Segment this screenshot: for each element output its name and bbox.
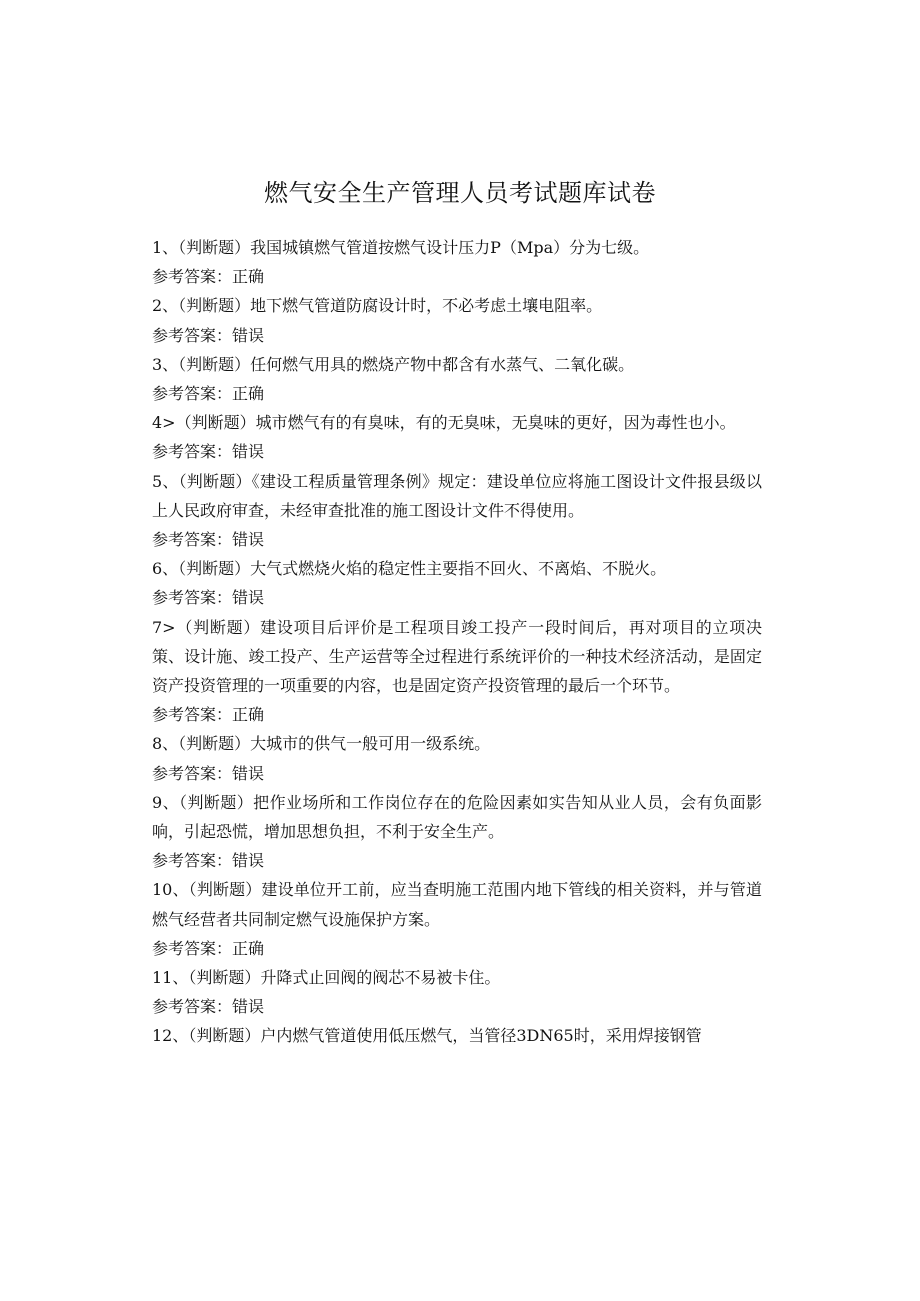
question-item [152,408,762,466]
question-item [152,467,762,555]
answer-text: 参考答案：错误 [152,997,265,1017]
question-item [152,875,762,963]
question-item [152,291,762,349]
question-text: 6、（判断题）大气式燃烧火焰的稳定性主要指不回火、不离焰、不脱火。 [152,559,667,579]
answer-text: 参考答案：正确 [152,938,265,958]
question-text: 2、（判断题）地下燃气管道防腐设计时，不必考虑土壤电阻率。 [152,296,603,316]
question-text: 8、（判断题）大城市的供气一般可用一级系统。 [152,734,491,754]
question-text: 5、（判断题）《建设工程质量管理条例》规定：建设单位应将施工图设计文件报县级以上人民政府审查，未经审查批准的施工图设计文件不得使用。 [152,471,762,520]
answer-text: 参考答案：错误 [152,325,265,345]
answer-text: 参考答案：错误 [152,442,265,462]
question-text: 9、（判断题）把作业场所和工作岗位存在的危险因素如实告知从业人员，会有负面影响，引起恐慌，增加思想负担，不利于安全生产。 [152,792,762,842]
answer-text: 参考答案：正确 [152,384,265,404]
question-item [152,233,762,291]
question-item [152,788,762,876]
question-item [152,963,762,1021]
question-text: 7>（判断题）建设项目后评价是工程项目竣工投产一段时间后，再对项目的立项决策、设计施、竣工投产、生产运营等全过程进行系统评价的一种技术经济活动，是固定资产投资管理的一项重要的内容，也是固定资产投资管理的最后一个环节。 [152,617,762,696]
question-item [152,613,762,730]
question-text: 3、（判断题）任何燃气用具的燃烧产物中都含有水蒸气、二氧化碳。 [152,354,635,374]
question-text: 11、（判断题）升降式止回阀的阀芯不易被卡住。 [152,968,501,988]
question-item [152,350,762,408]
answer-text: 参考答案：错误 [152,763,265,783]
question-text: 12、（判断题）户内燃气管道使用低压燃气，当管径3DN65时，采用焊接钢管 [152,1026,702,1046]
answer-text: 参考答案：错误 [152,851,265,871]
question-list [152,233,762,1051]
question-text: 1、（判断题）我国城镇燃气管道按燃气设计压力P（Mpa）分为七级。 [152,238,650,257]
question-item [152,1021,762,1050]
question-text: 10、（判断题）建设单位开工前，应当查明施工范围内地下管线的相关资料，并与管道燃气经营者共同制定燃气设施保护方案。 [152,880,762,929]
question-text: 4>（判断题）城市燃气有的有臭味，有的无臭味，无臭味的更好，因为毒性也小。 [152,413,736,433]
answer-text: 参考答案：错误 [152,530,265,550]
question-item [152,554,762,612]
answer-text: 参考答案：正确 [152,705,265,725]
answer-text: 参考答案：正确 [152,267,265,287]
answer-text: 参考答案：错误 [152,588,265,608]
question-item [152,729,762,787]
document-title: 燃气安全生产管理人员考试题库试卷 [264,179,656,207]
